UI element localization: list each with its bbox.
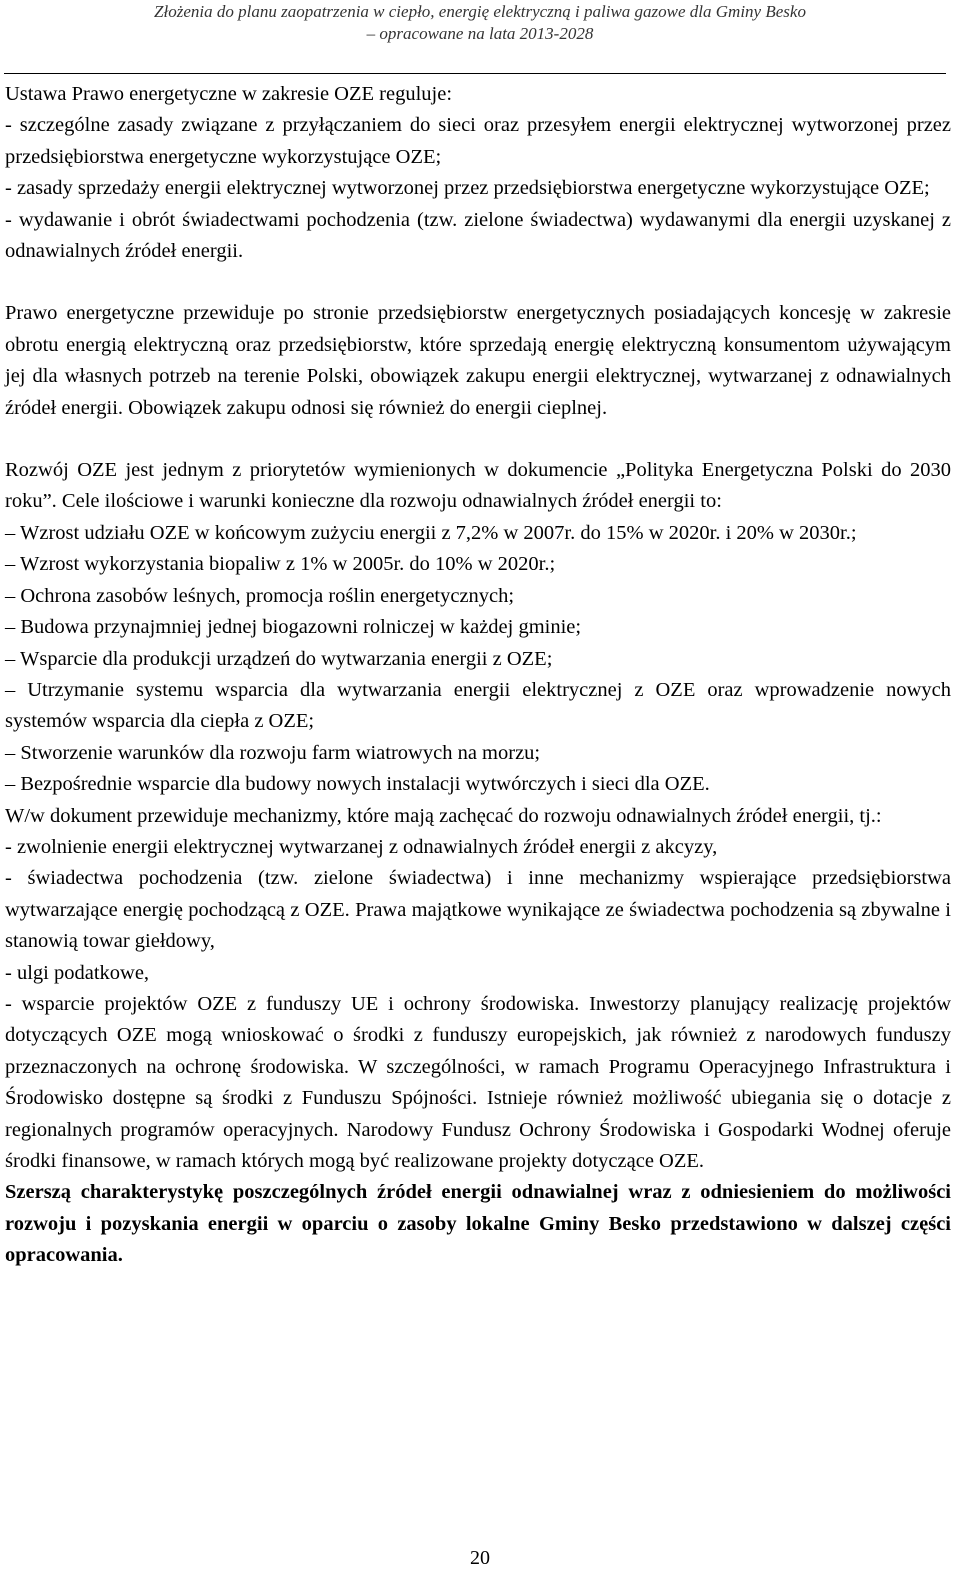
law-item: - zasady sprzedaży energii elektrycznej wytworzonej przez przedsiębiorstwa energetyczne wykorzystujące OZE; — [5, 177, 930, 200]
law-item: - wydawanie i obrót świadectwami pochodzenia (tzw. zielone świadectwa) wydawanymi dla energii uzyskanej z odnawialnych źródeł energii. — [5, 208, 951, 263]
paragraph-gap — [5, 424, 951, 455]
goal-item: – Wzrost udziału OZE w końcowym zużyciu energii z 7,2% w 2007r. do 15% w 2020r. i 20% w 2030r.; — [5, 521, 857, 544]
mechanism-item: - wsparcie projektów OZE z funduszy UE i ochrony środowiska. Inwestorzy planujący realizację projektów dotyczących OZE mogą wnioskować o środki z funduszy europejskich, jak również z narodowych funduszy przeznaczonych na ochronę środowiska. W szczególności, w ramach Programu Operacyjnego Infrastruktura i Środowisko dostępne są środki z Funduszu Spójności. Istnieje również możliwość ubiegania się o dotacje z regionalnych programów operacyjnych. Narodowy Fundusz Ochrony Środowiska i Gospodarki Wodnej oferuje środki finansowe, w ramach których mogą być realizowane projekty dotyczące OZE. — [5, 992, 951, 1172]
paragraph-gap — [5, 267, 951, 298]
mechanism-item: - świadectwa pochodzenia (tzw. zielone świadectwa) i inne mechanizmy wspierające przedsiębiorstwa wytwarzające energię pochodzącą z OZE. Prawa majątkowe wynikające ze świadectwa pochodzenia są zbywalne i stanowią towar giełdowy, — [5, 867, 951, 953]
header-divider — [4, 73, 946, 74]
goal-item: – Stworzenie warunków dla rozwoju farm wiatrowych na morzu; — [5, 741, 541, 764]
law-item: - szczególne zasady związane z przyłączaniem do sieci oraz przesyłem energii elektrycznej wytworzonej przez przedsiębiorstwa energetyczne wykorzystujące OZE; — [5, 114, 951, 168]
document-body — [5, 79, 951, 1272]
mechanism-item: - zwolnienie energii elektrycznej wytwarzanej z odnawialnych źródeł energii z akcyzy, — [5, 835, 718, 858]
goal-item: – Wzrost wykorzystania biopaliw z 1% w 2005r. do 10% w 2020r.; — [5, 553, 556, 576]
law-intro: Ustawa Prawo energetyczne w zakresie OZE reguluje: — [5, 83, 453, 105]
goal-item: – Bezpośrednie wsparcie dla budowy nowych instalacji wytwórczych i sieci dla OZE. — [5, 773, 710, 796]
paragraph-obligation: Prawo energetyczne przewiduje po stronie przedsiębiorstw energetycznych posiadających koncesję w zakresie obrotu energią elektryczną oraz przedsiębiorstw, które sprzedają energię elektryczną konsumentom używającym jej dla własnych potrzeb na terenie Polski, obowiązek zakupu energii elektrycznej, wytwarzanej z odnawialnych źródeł energii. Obowiązek zakupu odnosi się również do energii cieplnej. — [5, 302, 951, 419]
goal-item: – Wsparcie dla produkcji urządzeń do wytwarzania energii z OZE; — [5, 647, 553, 670]
paragraph-policy: Rozwój OZE jest jednym z priorytetów wymienionych w dokumencie „Polityka Energetyczna Polski do 2030 roku”. Cele ilościowe i warunki konieczne dla rozwoju odnawialnych źródeł energii to: — [5, 459, 951, 513]
page-number: 20 — [470, 1547, 490, 1569]
header-subtitle: – opracowane na lata 2013-2028 — [366, 24, 594, 43]
goal-item: – Ochrona zasobów leśnych, promocja roślin energetycznych; — [5, 584, 515, 607]
closing-statement: Szerszą charakterystykę poszczególnych źródeł energii odnawialnej wraz z odniesieniem do możliwości rozwoju i pozyskania energii w oparciu o zasoby lokalne Gminy Besko przedstawiono w dalszej części opracowania. — [5, 1181, 951, 1267]
mechanism-item: - ulgi podatkowe, — [5, 961, 150, 984]
header-title: Złożenia do planu zaopatrzenia w ciepło, energię elektryczną i paliwa gazowe dla Gminy Besko — [154, 2, 806, 21]
mechanisms-intro: W/w dokument przewiduje mechanizmy, które mają zachęcać do rozwoju odnawialnych źródeł energii, tj.: — [5, 804, 882, 827]
goal-item: – Budowa przynajmniej jednej biogazowni rolniczej w każdej gminie; — [5, 616, 582, 639]
goal-item: – Utrzymanie systemu wsparcia dla wytwarzania energii elektrycznej z OZE oraz wprowadzenie nowych systemów wsparcia dla ciepła z OZE; — [5, 678, 951, 733]
